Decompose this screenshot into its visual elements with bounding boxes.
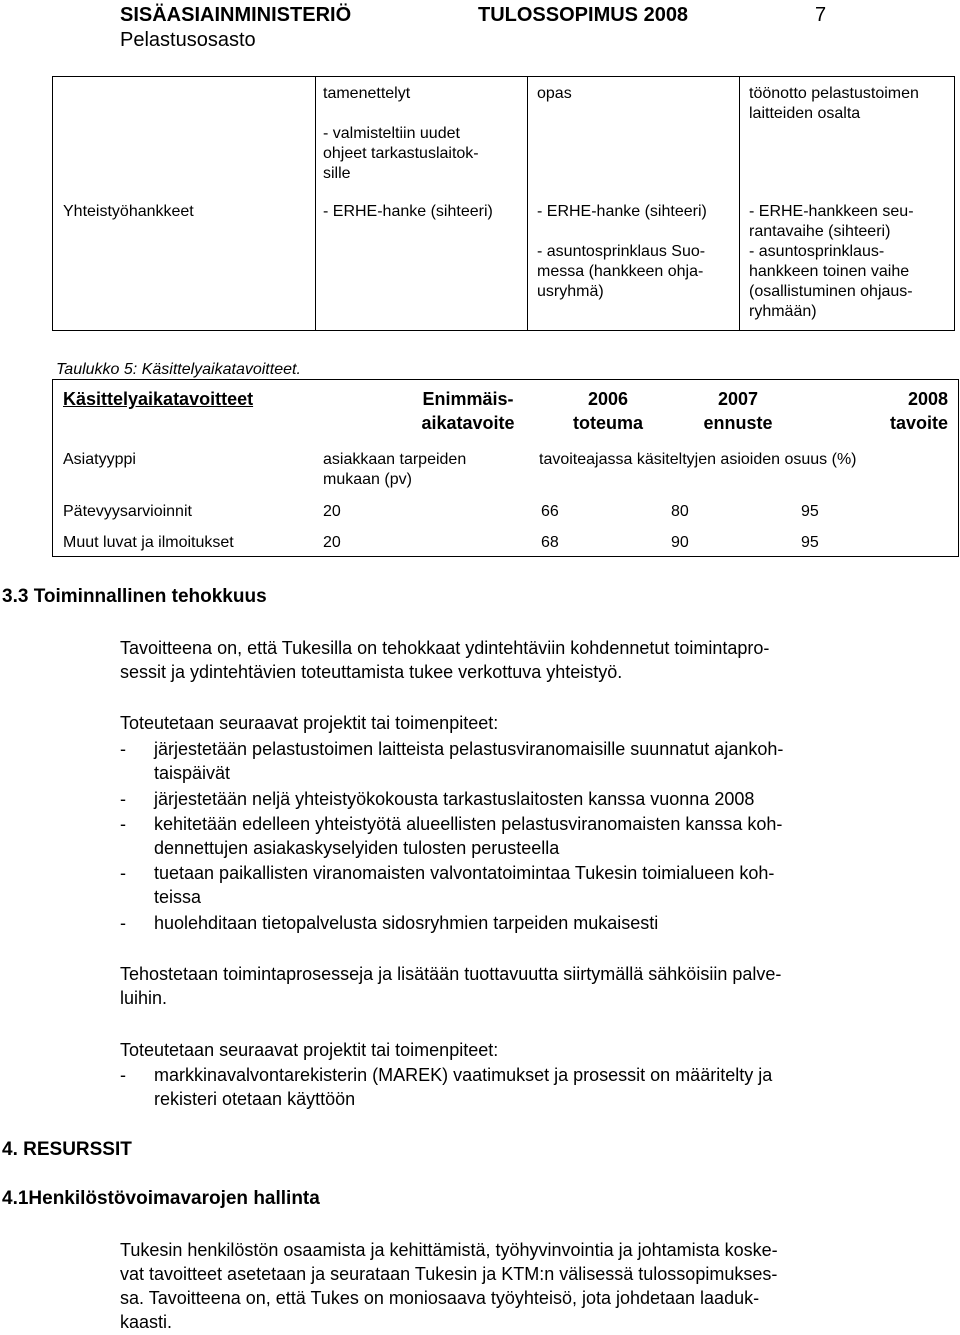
table-divider: [527, 77, 528, 330]
table-title: Käsittelyaikatavoitteet: [63, 389, 254, 409]
row2-col3-cell: - ERHE-hanke (sihteeri) - asuntosprinklaus Suo- messa (hankkeen ohja- usryhmä): [537, 203, 707, 300]
paragraph: Tehostetaan toimintaprosesseja ja lisätään tuottavuutta siirtymällä sähköisiin palve- luihin.: [120, 964, 782, 1008]
row-2008: 95: [801, 503, 819, 520]
subsection-heading: 4.1Henkilöstövoimavarojen hallinta: [2, 1188, 320, 1209]
processing-time-table: [52, 379, 959, 557]
table-divider: [739, 77, 740, 330]
subheader-type: Asiatyyppi: [63, 451, 136, 468]
paragraph: Tukesin henkilöstön osaamista ja kehittämistä, työhyvinvointia ja johtamista koske- vat tavoitteet asetetaan ja seurataan Tukesin ja KTM:n välisessä tulossopimukses- sa. Tavoitteena on, että Tukes on moniosaava työyhteisö, jota johdetaan laaduk- kaasti.: [120, 1240, 778, 1332]
row-2008: 95: [801, 534, 819, 551]
row-type: Muut luvat ja ilmoitukset: [63, 534, 234, 551]
row2-col2-cell: - ERHE-hanke (sihteeri): [323, 203, 493, 220]
section-heading: 3.3 Toiminnallinen tehokkuus: [2, 586, 267, 607]
table-caption: Taulukko 5: Käsittelyaikatavoitteet.: [56, 361, 301, 378]
row-2006: 68: [541, 534, 559, 551]
list-lead: Toteutetaan seuraavat projektit tai toimenpiteet:: [120, 713, 499, 733]
department-name: Pelastusosasto: [120, 29, 256, 51]
header-max-time: Enimmäis- aikatavoite: [421, 389, 515, 433]
row1-col3-cell: opas: [537, 85, 572, 102]
row-2007: 90: [671, 534, 689, 551]
section-heading: 4. RESURSSIT: [2, 1139, 132, 1160]
row-max: 20: [323, 534, 341, 551]
subheader-basis: asiakkaan tarpeiden mukaan (pv): [323, 451, 467, 488]
document-title: TULOSSOPIMUS 2008: [478, 4, 689, 26]
paragraph: Tavoitteena on, että Tukesilla on tehokkaat ydintehtäviin kohdennetut toimintapro- sessit ja ydintehtävien toteuttamista tukee verkottuva yhteistyö.: [120, 638, 770, 682]
row-2006: 66: [541, 503, 559, 520]
subheader-share: tavoiteajassa käsiteltyjen asioiden osuus (%): [539, 451, 857, 468]
row1-col4-cell: töönotto pelastustoimen laitteiden osalta: [749, 85, 919, 122]
header-2006: 2006 toteuma: [572, 389, 643, 433]
row-type: Pätevyysarvioinnit: [63, 503, 192, 520]
row2-col1-cell: Yhteistyöhankkeet: [63, 203, 194, 220]
header-2007: 2007 ennuste: [703, 389, 773, 433]
table-divider: [315, 77, 316, 330]
cooperation-table: [52, 76, 955, 331]
row2-col4-cell: - ERHE-hankkeen seu- rantavaihe (sihteeri) - asuntosprinklaus- hankkeen toinen vaihe (osallistuminen ohjaus- ryhmään): [749, 203, 914, 320]
row-max: 20: [323, 503, 341, 520]
row-2007: 80: [671, 503, 689, 520]
page-number: 7: [815, 4, 827, 26]
ministry-name: SISÄASIAINMINISTERIÖ: [120, 4, 352, 26]
row1-col2-cell: tamenettelyt - valmisteltiin uudet ohjeet tarkastuslaitok- sille: [323, 85, 479, 182]
list-lead: Toteutetaan seuraavat projektit tai toimenpiteet:: [120, 1040, 499, 1060]
header-2008: 2008 tavoite: [889, 389, 948, 433]
